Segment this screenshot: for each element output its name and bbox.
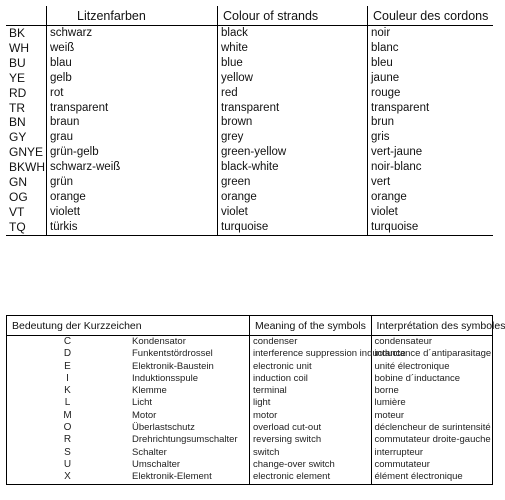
symbol-row <box>7 434 493 446</box>
german-meaning: Überlastschutz <box>132 422 195 434</box>
french-meaning: lumière <box>371 397 493 409</box>
symbol-letter: U <box>63 458 72 470</box>
colour-code: OG <box>9 189 28 204</box>
strand-colour-row <box>6 86 493 101</box>
strand-colour-row <box>6 175 493 190</box>
english-colour: red <box>218 86 368 101</box>
symbol-row <box>7 361 493 373</box>
german-colour: schwarz <box>47 26 218 41</box>
french-meaning: commutateur <box>371 459 493 471</box>
symbols-english-header: Meaning of the symbols <box>250 316 372 336</box>
symbol-letter: D <box>63 348 72 360</box>
english-colour: white <box>218 41 368 56</box>
symbol-row <box>7 459 493 471</box>
english-header: Colour of strands <box>218 6 368 26</box>
colour-code: BKWH <box>9 160 45 175</box>
german-colour: grün-gelb <box>47 145 218 160</box>
french-meaning: moteur <box>371 410 493 422</box>
strand-colours-body <box>6 26 493 236</box>
french-meaning: condensateur <box>371 336 493 349</box>
english-meaning: electronic element <box>250 471 372 484</box>
colour-code: GN <box>9 175 27 190</box>
french-meaning: borne <box>371 385 493 397</box>
code-column-header <box>6 6 47 26</box>
german-colour: weiß <box>47 41 218 56</box>
strand-colours-header-row <box>6 6 493 26</box>
symbols-french-header: Interprétation des symboles <box>371 316 493 336</box>
french-colour: vert-jaune <box>368 145 494 160</box>
german-colour: grün <box>47 175 218 190</box>
english-meaning: switch <box>250 447 372 459</box>
strand-colour-row <box>6 26 493 41</box>
german-meaning: Motor <box>132 409 157 421</box>
english-meaning: interference suppression inductance <box>250 348 372 360</box>
symbol-letter: I <box>66 372 69 384</box>
symbol-row <box>7 385 493 397</box>
english-colour: black <box>218 26 368 41</box>
english-colour: green-yellow <box>218 145 368 160</box>
strand-colour-row <box>6 190 493 205</box>
english-meaning: change-over switch <box>250 459 372 471</box>
strand-colour-row <box>6 41 493 56</box>
english-colour: transparent <box>218 101 368 116</box>
french-meaning: commutateur droite-gauche <box>371 434 493 446</box>
symbol-row <box>7 373 493 385</box>
english-meaning: light <box>250 397 372 409</box>
french-colour: turquoise <box>368 220 494 235</box>
strand-colour-row <box>6 160 493 175</box>
symbols-german-header: Bedeutung der Kurzzeichen <box>7 316 250 336</box>
symbol-row <box>7 422 493 434</box>
french-colour: vert <box>368 175 494 190</box>
english-colour: violet <box>218 205 368 220</box>
german-meaning: Umschalter <box>132 458 181 470</box>
colour-code: TR <box>9 100 25 115</box>
french-colour: orange <box>368 190 494 205</box>
symbol-letter: X <box>64 471 71 483</box>
colour-code: GNYE <box>9 145 44 160</box>
english-meaning: motor <box>250 410 372 422</box>
strand-colour-row <box>6 71 493 86</box>
english-colour: blue <box>218 56 368 71</box>
french-colour: bleu <box>368 56 494 71</box>
colour-code: YE <box>9 70 26 85</box>
french-meaning: unité électronique <box>371 361 493 373</box>
french-meaning: bobine d´inductance <box>371 373 493 385</box>
german-meaning: Induktionsspule <box>132 372 199 384</box>
english-meaning: reversing switch <box>250 434 372 446</box>
english-meaning: terminal <box>250 385 372 397</box>
french-colour: noir <box>368 26 494 41</box>
english-colour: brown <box>218 115 368 130</box>
symbol-letter: R <box>63 434 72 446</box>
english-colour: grey <box>218 130 368 145</box>
strand-colour-row <box>6 101 493 116</box>
symbol-letter: C <box>63 336 72 347</box>
french-header: Couleur des cordons <box>368 6 494 26</box>
symbol-letter: E <box>64 360 71 372</box>
german-colour: rot <box>47 86 218 101</box>
german-header: Litzenfarben <box>47 6 218 26</box>
english-meaning: condenser <box>250 336 372 349</box>
french-colour: violet <box>368 205 494 220</box>
colour-code: WH <box>9 40 29 55</box>
strand-colour-row <box>6 115 493 130</box>
german-colour: violett <box>47 205 218 220</box>
german-colour: schwarz-weiß <box>47 160 218 175</box>
colour-code: BN <box>9 115 26 130</box>
english-colour: turquoise <box>218 220 368 235</box>
german-meaning: Elektronik-Baustein <box>132 360 214 372</box>
english-colour: green <box>218 175 368 190</box>
german-meaning: Elektronik-Element <box>132 471 212 483</box>
strand-colour-row <box>6 130 493 145</box>
symbol-row <box>7 397 493 409</box>
french-colour: gris <box>368 130 494 145</box>
german-meaning: Schalter <box>132 446 167 458</box>
german-colour: transparent <box>47 101 218 116</box>
symbol-row <box>7 348 493 360</box>
colour-code: GY <box>9 130 27 145</box>
french-colour: transparent <box>368 101 494 116</box>
german-meaning: Licht <box>132 397 153 409</box>
german-colour: grau <box>47 130 218 145</box>
english-meaning: electronic unit <box>250 361 372 373</box>
symbols-body <box>7 336 493 485</box>
french-meaning: élément électronique <box>371 471 493 484</box>
english-meaning: overload cut-out <box>250 422 372 434</box>
german-colour: orange <box>47 190 218 205</box>
symbols-table <box>6 315 505 485</box>
colour-code: BU <box>9 55 26 70</box>
french-meaning: interrupteur <box>371 447 493 459</box>
symbols-header-row <box>7 316 493 336</box>
german-colour: braun <box>47 115 218 130</box>
german-meaning: Drehrichtungsumschalter <box>132 434 238 446</box>
strand-colour-row <box>6 56 493 71</box>
symbol-row <box>7 410 493 422</box>
english-colour: yellow <box>218 71 368 86</box>
colour-code: BK <box>9 26 26 40</box>
german-colour: gelb <box>47 71 218 86</box>
french-colour: rouge <box>368 86 494 101</box>
german-colour: türkis <box>47 220 218 235</box>
strand-colour-row <box>6 205 493 220</box>
strand-colour-row <box>6 220 493 235</box>
symbol-row <box>7 447 493 459</box>
german-meaning: Funkentstördrossel <box>132 348 213 360</box>
symbol-row <box>7 336 493 349</box>
french-colour: jaune <box>368 71 494 86</box>
german-meaning: Klemme <box>132 385 167 397</box>
french-colour: brun <box>368 115 494 130</box>
symbol-letter: L <box>64 397 71 409</box>
french-meaning: inductance d´antiparasitage <box>371 348 493 360</box>
symbol-letter: K <box>64 385 71 397</box>
symbol-letter: O <box>63 422 72 434</box>
english-colour: orange <box>218 190 368 205</box>
colour-code: VT <box>9 204 25 219</box>
french-colour: noir-blanc <box>368 160 494 175</box>
colour-code: RD <box>9 85 27 100</box>
symbol-row <box>7 471 493 484</box>
strand-colours-table <box>6 6 493 236</box>
symbol-letter: S <box>64 446 71 458</box>
english-colour: black-white <box>218 160 368 175</box>
symbol-letter: M <box>63 409 72 421</box>
colour-code: TQ <box>6 220 47 235</box>
german-meaning: Kondensator <box>132 336 186 347</box>
english-meaning: induction coil <box>250 373 372 385</box>
french-colour: blanc <box>368 41 494 56</box>
strand-colour-row <box>6 145 493 160</box>
french-meaning: déclencheur de surintensité <box>371 422 493 434</box>
german-colour: blau <box>47 56 218 71</box>
